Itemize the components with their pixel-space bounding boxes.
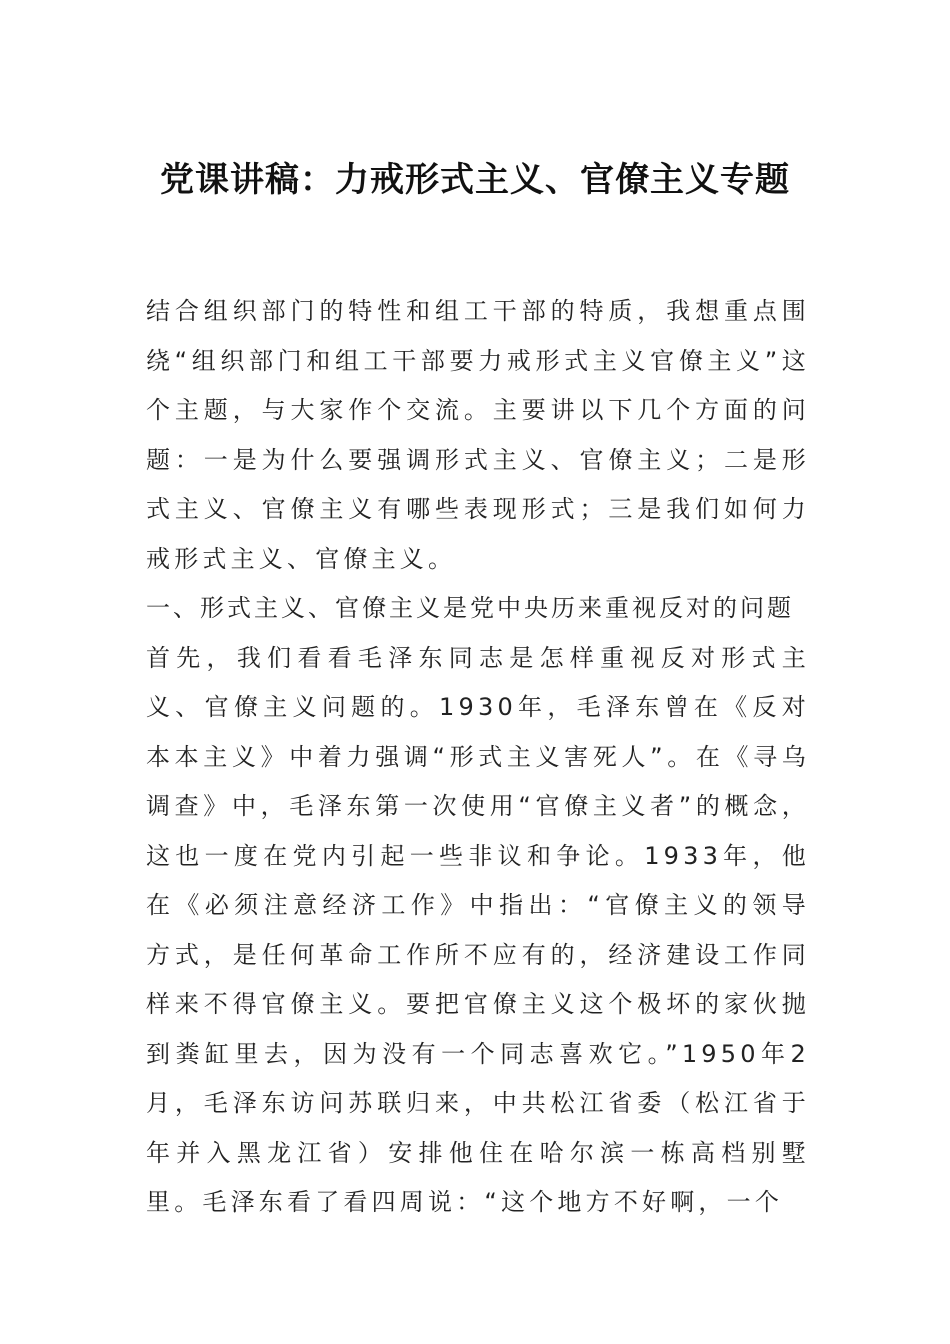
document-body <box>146 287 810 1228</box>
body-paragraph: 首先，我们看看毛泽东同志是怎样重视反对形式主义、官僚主义问题的。1930年，毛泽东曾在《反对本本主义》中着力强调“形式主义害死人”。在《寻乌调查》中，毛泽东第一次使用“官僚主义者”的概念，这也一度在党内引起一些非议和争论。1933年，他在《必须注意经济工作》中指出：“官僚主义的领导方式，是任何革命工作所不应有的，经济建设工作同样来不得官僚主义。要把官僚主义这个极坏的家伙抛到粪缸里去，因为没有一个同志喜欢它。”1950年2月，毛泽东访问苏联归来，中共松江省委（松江省于年并入黑龙江省）安排他住在哈尔滨一栋高档别墅里。毛泽东看了看四周说：“这个地方不好啊，一个 <box>146 643 810 1216</box>
intro-paragraph: 结合组织部门的特性和组工干部的特质，我想重点围绕“组织部门和组工干部要力戒形式主义官僚主义”这个主题，与大家作个交流。主要讲以下几个方面的问题：一是为什么要强调形式主义、官僚主义；二是形式主义、官僚主义有哪些表现形式；三是我们如何力戒形式主义、官僚主义。 <box>146 297 810 573</box>
section-heading: 一、形式主义、官僚主义是党中央历来重视反对的问题 <box>146 594 794 622</box>
document-title: 党课讲稿：力戒形式主义、官僚主义专题 <box>160 160 790 200</box>
